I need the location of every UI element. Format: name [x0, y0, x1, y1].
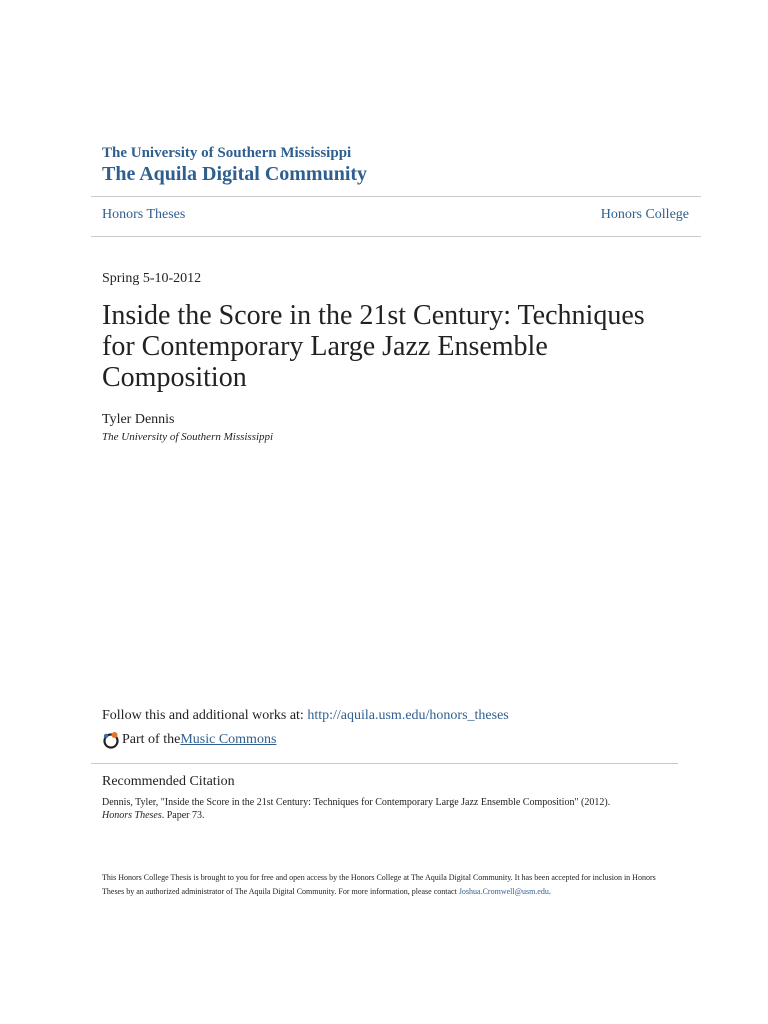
citation-text — [102, 796, 662, 822]
honors-theses-link[interactable]: Honors Theses — [102, 207, 186, 222]
author-affiliation: The University of Southern Mississippi — [102, 431, 274, 443]
citation-paper: . Paper 73. — [161, 810, 205, 821]
access-notice-end: . — [548, 887, 551, 896]
university-name: The University of Southern Mississippi — [102, 145, 352, 161]
part-of-label: Part of the — [122, 732, 181, 747]
repository-header — [102, 144, 367, 186]
repository-name: The Aquila Digital Community — [102, 163, 368, 185]
nav-divider — [91, 236, 701, 237]
citation-series: Honors Theses — [102, 810, 162, 821]
access-notice — [102, 871, 672, 899]
follow-line — [102, 708, 509, 724]
follow-label: Follow this and additional works at: — [102, 708, 308, 723]
publication-date: Spring 5-10-2012 — [102, 271, 202, 286]
network-commons-icon — [102, 731, 120, 749]
access-notice-text: This Honors College Thesis is brought to you for free and open access by the Honors College at The Aquila Digital Community. It has been accepted for inclusion in Honors Theses by an authorized administrator of The Aquila Digital Community. For more information, please contact — [102, 873, 656, 896]
citation-body: Dennis, Tyler, "Inside the Score in the 21st Century: Techniques for Contemporary Large Jazz Ensemble Composition" (2012). — [102, 797, 611, 808]
citation-divider — [91, 763, 678, 764]
author-name: Tyler Dennis — [102, 412, 175, 427]
citation-heading: Recommended Citation — [102, 774, 235, 789]
music-commons-link[interactable]: Music Commons — [180, 732, 277, 747]
top-divider — [91, 196, 701, 197]
document-title: Inside the Score in the 21st Century: Techniques for Contemporary Large Jazz Ensemble Composition — [102, 300, 645, 393]
honors-college-link[interactable]: Honors College — [600, 207, 689, 222]
contact-email-link[interactable]: Joshua.Cromwell@usm.edu — [458, 887, 549, 896]
part-of-line — [102, 731, 276, 749]
honors-theses-url-link[interactable]: http://aquila.usm.edu/honors_theses — [307, 708, 509, 723]
